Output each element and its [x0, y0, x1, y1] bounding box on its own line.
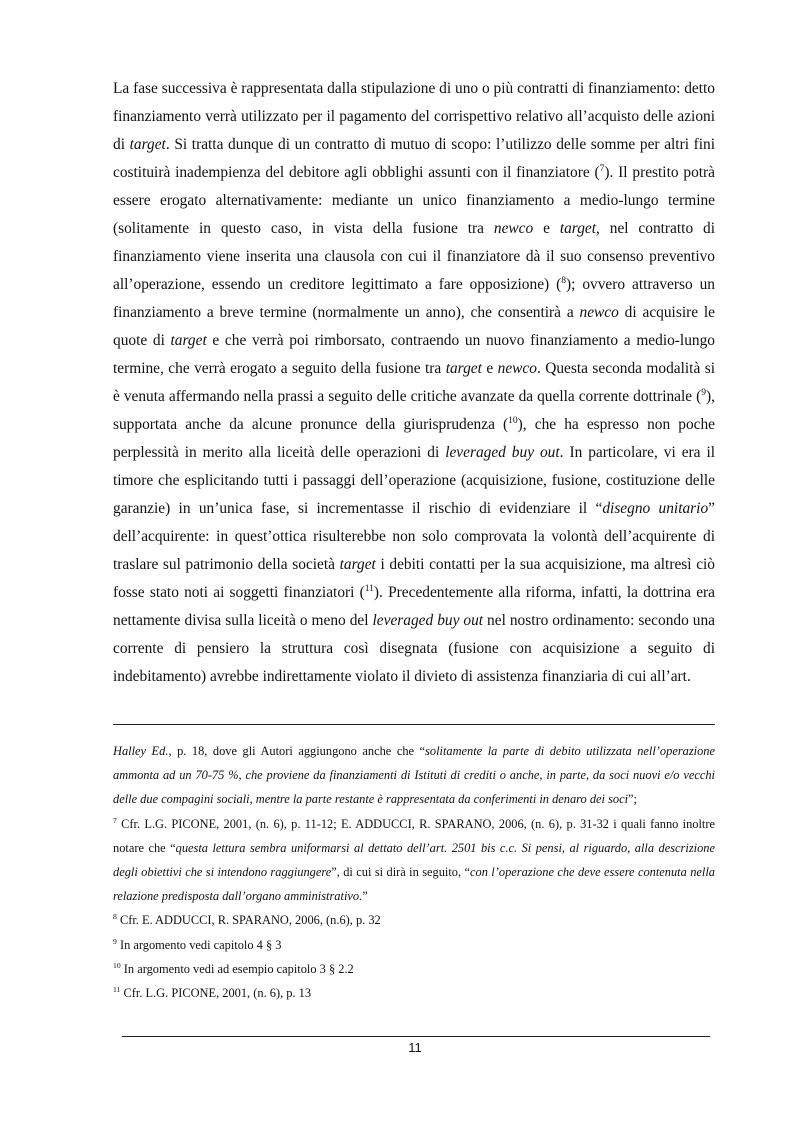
footnote-text: Cfr. L.G. PICONE, 2001, (n. 6), p. 11-12; E. ADDUCCI, R. SPARANO, 2006, (n. 6), p. 31-32 i quali fanno inoltre notare che “	[113, 816, 715, 855]
footnote-separator	[113, 724, 715, 725]
footnote-ref-9: 9	[701, 386, 707, 398]
footnote-number: 8	[113, 912, 117, 922]
italic-term: target	[559, 220, 597, 237]
footnote-text: , p. 18, dove gli Autori aggiungono anche che “	[168, 744, 426, 758]
footnote-11	[113, 981, 715, 1005]
italic-term: disegno unitario	[602, 500, 709, 517]
page-number: 11	[408, 1040, 422, 1055]
text-run: ), supportata anche da alcune pronunce della giurisprudenza (	[113, 388, 715, 433]
text-run: ” dell’acquirente: in quest’ottica risulterebbe non solo comprovata la volontà dell’acquirente di traslare sul patrimonio della società	[113, 500, 715, 573]
footnote-text: ”, di cui si dirà in seguito, “	[331, 865, 471, 880]
text-run: ), che ha espresso non poche perplessità in merito alla liceità delle operazioni di	[113, 416, 716, 461]
footnote-ref-11: 11	[364, 582, 374, 594]
italic-term: leveraged buy out	[372, 612, 484, 629]
footnote-ref-7: 7	[599, 162, 605, 174]
text-run: ). Precedentemente alla riforma, infatti, la dottrina era nettamente divisa sulla liceità o meno del	[113, 584, 715, 629]
text-run: ). Il prestito potrà essere erogato alternativamente: mediante un unico finanziamento a medio-lungo termine (solitamente in questo caso, in vista della fusione tra	[113, 164, 715, 237]
footnote-10	[113, 957, 715, 981]
footnote-ref-8: 8	[561, 274, 566, 286]
footnotes	[113, 739, 715, 1005]
italic-term: newco	[579, 304, 619, 321]
footnote-number: 11	[113, 984, 121, 994]
text-run: . Si tratta dunque di un contratto di mutuo di scopo: l’utilizzo delle somme per altri fini costituirà inadempienza del debitore agli obblighi assunti con il finanziatore (	[113, 136, 715, 181]
italic-text: Halley Ed.	[113, 744, 169, 758]
text-run: La fase successiva è rappresentata dalla stipulazione di uno o più contratti di finanziamento: detto finanziamento verrà utilizzato per il pagamento del corrispettivo relativo all’acquisto delle azioni di	[113, 80, 715, 153]
footnote-number: 7	[113, 815, 117, 825]
text-run: , nel contratto di finanziamento viene inserita una clausola con cui il finanziatore dà il suo consenso preventivo all’operazione, essendo un creditore legittimato a fare opposizione) (	[113, 220, 715, 293]
italic-term: target	[339, 556, 376, 573]
italic-term: target	[170, 332, 207, 349]
text-run: . Questa seconda modalità si è venuta affermando nella prassi a seguito delle critiche avanzate da quella corrente dottrinale (	[113, 360, 715, 405]
footnote-number: 9	[113, 936, 117, 946]
italic-term: target	[129, 136, 166, 153]
footnote-continuation	[113, 739, 715, 812]
italic-term: leveraged buy out	[445, 444, 560, 461]
italic-term: target	[445, 360, 482, 377]
text-run: e	[533, 220, 560, 237]
italic-quote: solitamente la parte di debito utilizzata nell’operazione ammonta ad un 70-75 %, che proviene da finanziamenti di Istituti di crediti o anche, in parte, da soci nuovi e/o vecchi delle due compagini sociali, mentre la parte restante è rappresentata da conferimenti in denaro dei soci	[113, 744, 715, 807]
footnote-ref-10: 10	[508, 414, 518, 426]
footnote-9	[113, 933, 715, 957]
footnote-7	[113, 812, 715, 909]
footnote-text: Cfr. E. ADDUCCI, R. SPARANO, 2006, (n.6), p. 32	[116, 913, 381, 928]
italic-quote: questa lettura sembra uniformarsi al dettato dell’art. 2501 bis c.c. Si pensi, al riguardo, alla descrizione degli obiettivi che si intendono raggiungere	[113, 840, 715, 880]
footnote-text: ”	[362, 889, 368, 904]
text-run: e che verrà poi rimborsato, contraendo un nuovo finanziamento a medio-lungo termine, che verrà erogato a seguito della fusione tra	[113, 332, 715, 377]
text-run: ); ovvero attraverso un finanziamento a breve termine (normalmente un anno), che consentirà a	[113, 276, 716, 321]
page-footer-rule	[122, 1036, 710, 1037]
footnote-text: In argomento vedi ad esempio capitolo 3 § 2.2	[120, 961, 354, 976]
footnote-8	[113, 908, 715, 932]
text-run: di acquisire le quote di	[113, 304, 715, 349]
text-run: nel nostro ordinamento: secondo una corrente di pensiero la struttura così disegnata (fusione con acquisizione a seguito di indebitamento) avrebbe indirettamente violato il divieto di assistenza finanziaria di cui all’art.	[113, 612, 715, 685]
text-run: i debiti contatti per la sua acquisizione, ma altresì ciò fosse stato noti ai soggetti finanziatori (	[113, 556, 715, 601]
text-run: . In particolare, vi era il timore che esplicitando tutti i passaggi dell’operazione (acquisizione, fusione, costituzione delle garanzie) in un’unica fase, si incrementasse il rischio di evidenziare il “	[113, 444, 716, 517]
footnote-text: ”;	[628, 792, 637, 807]
italic-term: newco	[497, 360, 537, 377]
footnote-text: In argomento vedi capitolo 4 § 3	[116, 937, 282, 952]
text-run: e	[481, 360, 498, 377]
footnote-text: Cfr. L.G. PICONE, 2001, (n. 6), p. 13	[120, 986, 312, 1001]
footnote-number: 10	[113, 960, 121, 970]
italic-term: newco	[493, 220, 534, 237]
main-paragraph	[113, 75, 715, 691]
italic-quote: con l’operazione che deve essere contenuta nella relazione predisposta dall’organo amministrativo.	[113, 865, 716, 904]
